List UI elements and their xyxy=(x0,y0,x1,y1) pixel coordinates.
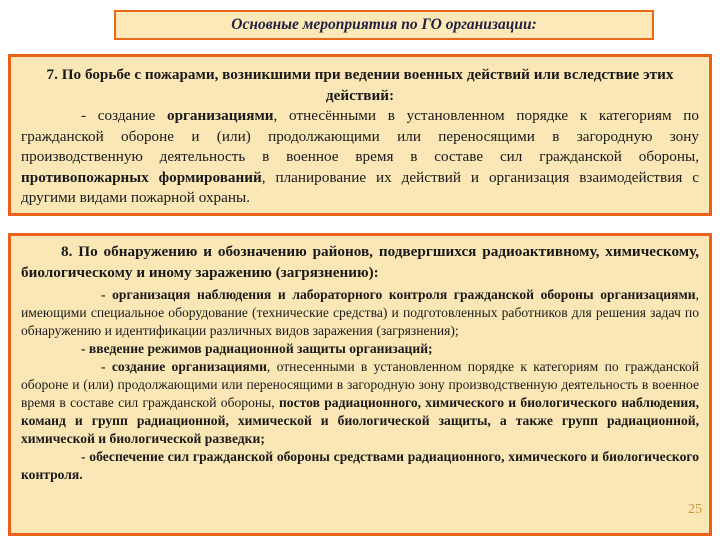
section-8-item-3: - создание организациями, отнесенными в установленном порядке к категориям по гражданской обороне и (или) продолжающими или переносящими в загородную зону производственную деятельность в военное время в составе сил гражданской обороны, постов радиационного, химического и биологического наблюдения, команд и групп радиационной, химической и биологической защиты, а также групп радиационной, химической и биологической разведки; xyxy=(21,359,699,446)
section-8-box xyxy=(8,233,712,536)
slide-title: Основные мероприятия по ГО организации: xyxy=(114,10,654,40)
section-7-box xyxy=(8,54,712,216)
section-7-heading: 7. По борьбе с пожарами, возникшими при ведении военных действий или вследствие этих действий: xyxy=(46,66,674,104)
section-8-item-2: - введение режимов радиационной защиты организаций; xyxy=(81,341,433,356)
slide-number: 25 xyxy=(688,502,702,517)
section-7-text: - создание организациями, отнесёнными в установленном порядке к категориям по гражданской обороне и (или) продолжающими или переносящими в загородную зону производственную деятельность в военное время в составе сил гражданской обороны, противопожарных формирований, планирование их действий и организация взаимодействия с другими видами пожарной охраны. xyxy=(21,107,699,206)
section-8-heading: 8. По обнаружению и обозначению районов, подвергшихся радиоактивному, химическому, биологическому и иному заражению (загрязнению): xyxy=(21,243,699,281)
section-8-item-1: - организация наблюдения и лабораторного контроля гражданской обороны организациями, имеющими специальное оборудование (технические средства) и подготовленных работников для решения задач по обнаружению и идентификации различных видов заражения (загрязнения); xyxy=(21,287,699,338)
section-8-item-4: - обеспечение сил гражданской обороны средствами радиационного, химического и биологического контроля. xyxy=(21,449,699,482)
